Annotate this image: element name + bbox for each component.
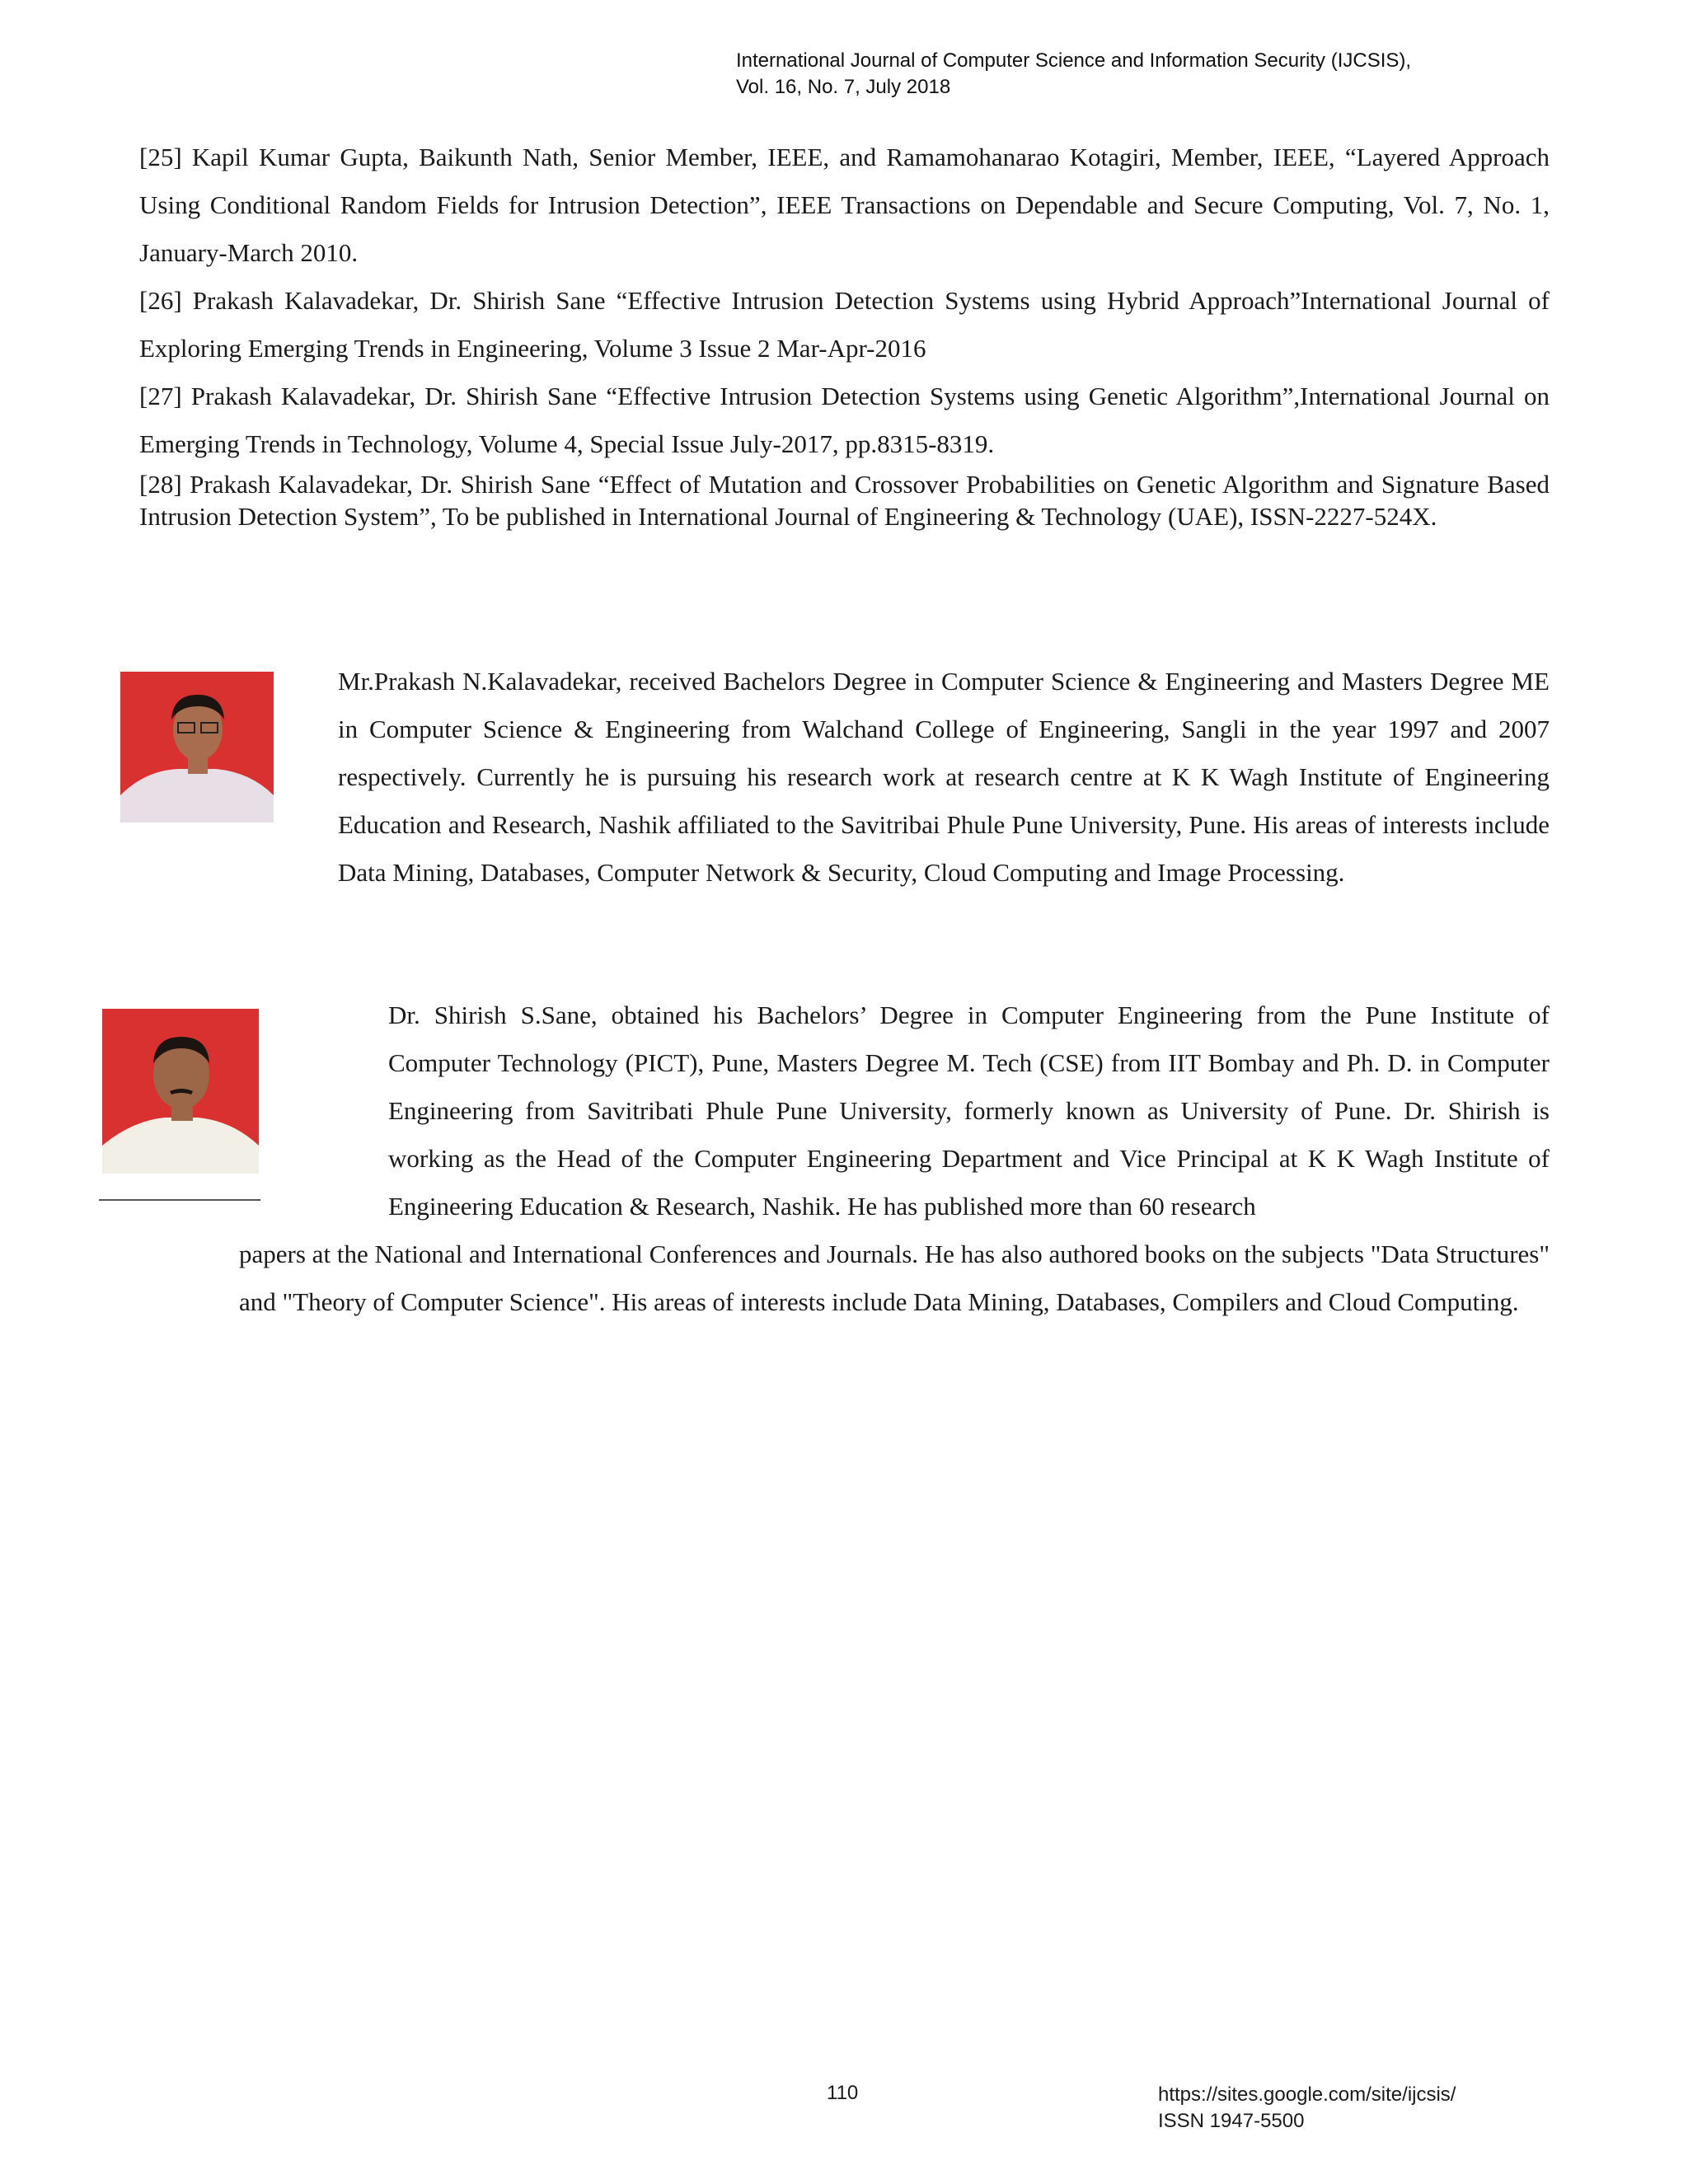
bio-sane-part2: papers at the National and International Conferences and Journals. He has also authored books on the subjects "Data Structures" and "Theory of Computer Science". His areas of interests include Data Mining, Databases, Compilers and Cloud Computing. xyxy=(239,1240,1550,1316)
reference-26: [26] Prakash Kalavadekar, Dr. Shirish Sane “Effective Intrusion Detection Systems using Hybrid Approach”International Journal of Exploring Emerging Trends in Engineering, Volume 3 Issue 2 Mar-Apr-2016 xyxy=(139,286,1550,363)
footer-info xyxy=(1158,2082,1456,2135)
page-number: 110 xyxy=(827,2082,859,2104)
bio-sane-part1: Dr. Shirish S.Sane, obtained his Bachelors’ Degree in Computer Engineering from the Pune Institute of Computer Technology (PICT), Pune, Masters Degree M. Tech (CSE) from IIT Bombay and Ph. D. in Computer Engineering from Savitribati Phule Pune University, formerly known as University of Pune. Dr. Shirish is working as the Head of the Computer Engineering Department and Vice Principal at K K Wagh Institute of Engineering Education & Research, Nashik. He has published more than 60 research xyxy=(388,1001,1550,1221)
footer-url: https://sites.google.com/site/ijcsis/ xyxy=(1158,2083,1456,2106)
references-list xyxy=(139,134,1550,532)
journal-volume: Vol. 16, No. 7, July 2018 xyxy=(736,76,951,98)
author-photo-sane xyxy=(99,1005,260,1202)
reference-28: [28] Prakash Kalavadekar, Dr. Shirish Sane “Effect of Mutation and Crossover Probabilities on Genetic Algorithm and Signature Based Intrusion Detection System”, To be published in International Journal of Engineering & Technology (UAE), ISSN-2227-524X. xyxy=(139,470,1550,531)
journal-title: International Journal of Computer Science and Information Security (IJCSIS), xyxy=(736,49,1412,72)
reference-25: [25] Kapil Kumar Gupta, Baikunth Nath, Senior Member, IEEE, and Ramamohanarao Kotagiri, Member, IEEE, “Layered Approach Using Conditional Random Fields for Intrusion Detection”, IEEE Transactions on Dependable and Secure Computing, Vol. 7, No. 1, January-March 2010. xyxy=(139,143,1550,267)
footer-issn: ISSN 1947-5500 xyxy=(1158,2110,1305,2132)
bio-kalavadekar: Mr.Prakash N.Kalavadekar, received Bachelors Degree in Computer Science & Engineering and Masters Degree ME in Computer Science & Engineering from Walchand College of Engineering, Sangli in the year 1997 and 2007 respectively. Currently he is pursuing his research work at research centre at K K Wagh Institute of Engineering Education and Research, Nashik affiliated to the Savitribai Phule Pune University, Pune. His areas of interests include Data Mining, Databases, Computer Network & Security, Cloud Computing and Image Processing. xyxy=(338,667,1550,887)
reference-27: [27] Prakash Kalavadekar, Dr. Shirish Sane “Effective Intrusion Detection Systems using Genetic Algorithm”,International Journal on Emerging Trends in Technology, Volume 4, Special Issue July-2017, pp.8315-8319. xyxy=(139,382,1550,458)
author-photo-kalavadekar xyxy=(120,672,274,823)
journal-header xyxy=(736,48,1527,101)
